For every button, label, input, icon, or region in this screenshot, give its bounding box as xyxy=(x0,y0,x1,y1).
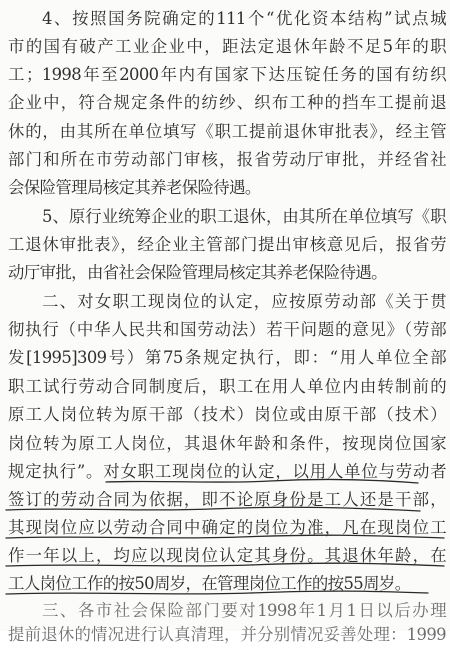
section-2-line-2: 彻执行（中华人民共和国劳动法）若干问题的意见》（劳部 xyxy=(8,320,446,339)
paragraph-5-line-1: 5、原行业统筹企业的职工退休，由其所在单位填写《职 xyxy=(42,207,446,226)
section-2-line-1: 二、对女职工现岗位的认定，应按原劳动部《关于贯 xyxy=(42,292,446,311)
section-2-line-4: 职工试行劳动合同制度后，职工在用人单位内由转制前的 xyxy=(8,377,446,396)
paragraph-5-line-3: 动厅审批，由省社会保险管理局核定其养老保险待遇。 xyxy=(8,263,387,282)
section-2-line-3: 发[1995]309号）第75条规定执行，即：“用人单位全部 xyxy=(8,348,446,367)
paragraph-4-line-7: 会保险管理局核定其养老保险待遇。 xyxy=(8,178,261,197)
paragraph-5-line-2: 工退休审批表》，经企业主管部门提出审核意见后，报省劳 xyxy=(8,235,446,254)
paragraph-4-line-5: 休的，由其所在单位填写《职工提前退休审批表》，经主管 xyxy=(8,122,446,141)
paragraph-4-line-1: 4、按照国务院确定的111个“优化资本结构”试点城 xyxy=(42,9,446,28)
paragraph-4-line-6: 部门和所在市劳动部门审核，报省劳动厅审批，并经省社 xyxy=(8,150,446,169)
paragraph-4-line-3: 工；1998年至2000年内有国家下达压锭任务的国有纺织 xyxy=(8,65,446,84)
section-3-line-1: 三、各市社会保险部门要对1998年1月1日以后办理 xyxy=(42,601,446,620)
section-2-line-11: 工人岗位工作的按50周岁，在管理岗位工作的按55周岁。 xyxy=(8,574,411,593)
section-2-line-9: 其现岗位应以劳动合同中确定的岗位为准，凡在现岗位工 xyxy=(8,518,446,537)
paragraph-4-line-2: 市的国有破产工业企业中，距法定退休年龄不足5年的职 xyxy=(8,37,446,56)
section-2-line-5: 原工人岗位转为原干部（技术）岗位或由原干部（技术） xyxy=(8,405,446,424)
section-2-line-6: 岗位转为原工人岗位，其退休年龄和条件，按现岗位国家 xyxy=(8,434,446,453)
paragraph-4-line-4: 企业中，符合规定条件的纺纱、织布工种的挡车工提前退 xyxy=(8,93,446,112)
section-3-line-2: 提前退休的情况进行认真清理，并分别情况妥善处理：1999 xyxy=(8,625,446,644)
section-2-line-8: 签订的劳动合同为依据，即不论原身份是工人还是干部， xyxy=(8,490,446,509)
section-2-line-7: 规定执行”。对女职工现岗位的认定，以用人单位与劳动者 xyxy=(8,462,446,481)
section-2-line-10: 作一年以上，均应以现岗位认定其身份。其退休年龄，在 xyxy=(8,546,446,565)
